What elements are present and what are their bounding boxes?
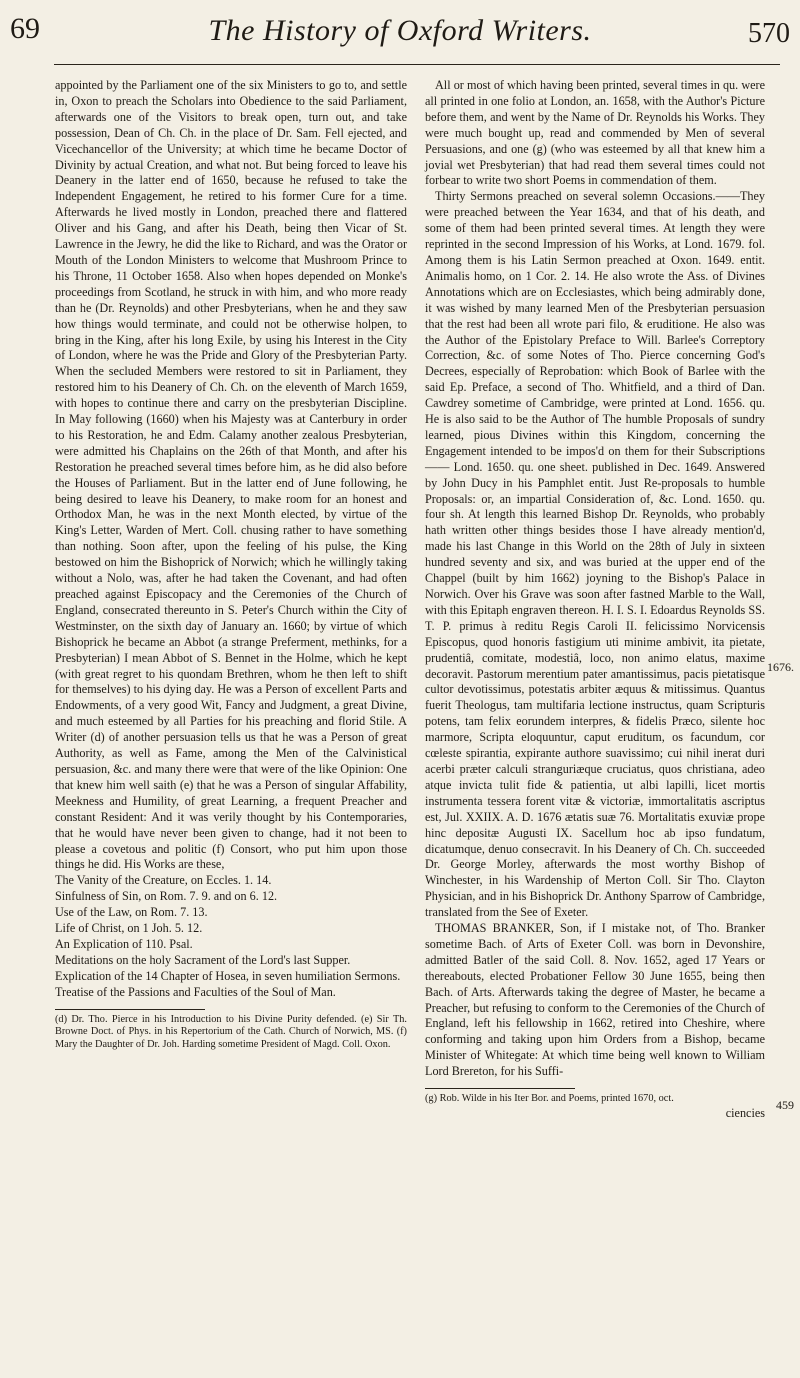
works-item: An Explication of 110. Psal. bbox=[55, 936, 193, 951]
right-paragraph: Thirty Sermons preached on several solemn Occasions.——They were preached between the Year 1634, and that of his death, and some of them had been printed several times. At length they were reprinted in the second Impression of his Works, at Lond. 1679. fol. Among them is his Latin Sermon preached at Oxon. 1649. entit. Animalis homo, on 1 Cor. 2. 14. He also wrote the Ass. of Divines Annotations which are on Ecclesiastes, which being admirably done, it was wished by many learned Men of the Presbyterian persuasion that the rest had been all wrote pari filo, & eruditione. He also was the Author of the Epistolary Preface to Will. Barlee's Correptory Correction, &c. of some Notes of Tho. Pierce concerning God's Decrees, especially of Reprobation: which Book of Barlee with the said Ep. Preface, a second of Tho. Whitfield, and a third of Dan. Cawdrey sometime of Cambridge, were printed at Lond. 1656. qu. He is also said to be the Author of The humble Proposals of sundry learned, pious Divines within this Kingdom, concerning the Engagement intended to be impos'd on them for their Subscriptions —— Lond. 1650. qu. one sheet. published in Dec. 1649. Answered by John Ducy in his Pamphlet entit. Just Re-proposals to humble Proposals: or, an impartial Consideration of, &c. Lond. 1650. qu. four sh. At length this learned Bishop Dr. Reynolds, who probably hath written other things besides those I have already mention'd, made his last Change in this World on the 28th of July in sixteen hundred seventy and six, and was buried at the upper end of the Chappel (built by him 1662) joyning to the Bishop's Palace in Norwich. Over his Grave was soon after fastned Marble to the Wall, with this Epitaph engraven thereon. H. I. S. I. Edoardus Reynolds SS. T. P. primus à reditu Regis Caroli II. felicissimo Norvicensis Episcopus, quod honoris fastigium uti minime ambivit, ita pietate, prudentiâ, comitate, modestiâ, loco, non animo elatus, maxime decoravit. Pastorum merentium pater amantissimus, pacis pietatisque cultor devotissimus, potestatis arbiter æquus & mitissimus. Quantus fuerit Theologus, tam multifaria lectione instructus, quam Scripturis potens, tam felix eorundem interpres, & fidelis Præco, silente hoc marmore, Scripta eloquuntur, caput eruditum, os facundum, cor cœleste spirantia, expirante authore suavissimo; cui nihil inerat duri acerbi præter calculi stranguriæque cruciatus, quos christiana, adeo atque invicta tulit fide & patientia, ut albi lapilli, licet mortis instrumenta tessera forent vitæ & victoriæ, immortalitatis ascriptus est, Jul. XXIIX. A. D. 1676 ætatis suæ 76. Mortalitatis exuviæ prope hinc depositæ Augusti IX. Sacellum hoc ab ipso fundatum, dicatumque, denuo consecravit. In his Deanery of Ch. Ch. succeeded Dr. George Morley, afterwards the most worthy Bishop of Winchester, in his Wardenship of Merton Coll. Sir Tho. Clayton Physician, and in his Bishoprick Dr. Anthony Sparrow of Cambridge, translated from the See of Exeter. bbox=[425, 189, 765, 920]
right-paragraph: All or most of which having been printed, several times in qu. were all printed in one folio at London, an. 1658, with the Author's Picture before them, and went by the Name of Dr. Reynolds his Works. They were much bought up, read and commended by Men of several Persuasions, and one (g) (who was esteemed by all that knew him a jovial wet Presbyterian) that had read them several times could not forbear to write two short Poems in commendation of them. bbox=[425, 78, 765, 188]
works-list bbox=[55, 873, 407, 1000]
works-item: Meditations on the holy Sacrament of the Lord's last Supper. bbox=[55, 952, 351, 967]
catchword: ciencies bbox=[725, 1105, 765, 1120]
works-item: Explication of the 14 Chapter of Hosea, in seven humiliation Sermons. bbox=[55, 968, 401, 983]
works-item: The Vanity of the Creature, on Eccles. 1. 14. bbox=[55, 873, 272, 888]
footnote-rule bbox=[425, 1088, 575, 1089]
works-item: Life of Christ, on 1 Joh. 5. 12. bbox=[55, 921, 203, 936]
works-item: Use of the Law, on Rom. 7. 13. bbox=[55, 905, 208, 920]
right-footnote: (g) Rob. Wilde in his Iter Bor. and Poems, printed 1670, oct. bbox=[425, 1093, 674, 1105]
page-number-right: 570 bbox=[748, 18, 790, 49]
footnote-rule bbox=[55, 1009, 205, 1010]
works-item: Sinfulness of Sin, on Rom. 7. 9. and on 6. 12. bbox=[55, 889, 278, 904]
page-title: The History of Oxford Writers. bbox=[208, 14, 592, 47]
margin-number: 459 bbox=[776, 1098, 794, 1112]
works-item: Treatise of the Passions and Faculties of the Soul of Man. bbox=[55, 984, 336, 999]
left-paragraph: appointed by the Parliament one of the six Ministers to go to, and settle in, Oxon to preach the Scholars into Obedience to the said Parliament, afterwards one of the Visitors to break open, turn out, and take possession, Dean of Ch. Ch. in the place of Dr. Sam. Fell ejected, and Vicechancellor of the University; at which time he became Doctor of Divinity by actual Creation, and what not. But being forced to leave his Deanery in the latter end of 1650, because he refused to take the Independent Engagement, he retired to his former Cure for a time. Afterwards he lived mostly in London, preached there and flattered Oliver and his Gang, and after his Death, being then Vicar of St. Lawrence in the Jewry, he did the like to Richard, and was the Orator or Mouth of the London Ministers to welcome that Mushroom Prince to his Throne, 11 October 1658. Also when hopes depended on Monke's proceedings from Scotland, he struck in with him, and who more ready than he (Dr. Reynolds) and other Presbyterians, when he and they saw how things would terminate, and could not be otherwise holpen, to bring in the King, after his long Exile, by using his Interest in the City of London, where he was the Pride and Glory of the Presbyterian Party. When the secluded Members were restored to sit in Parliament, they restored him to his Deanery of Ch. Ch. on the eleventh of March 1659, with hopes to continue there and carry on the presbyterian Discipline. In May following (1660) when his Majesty was at Canterbury in order to his Restoration, he and Edm. Calamy another zealous Presbyterian, were admitted his Chaplains on the 26th of that Month, and after his Restoration he preached several times before him, as he did also before the Houses of Parliament. But in the latter end of June following, he being desired to leave his Deanery, to make room for an honest and Orthodox Man, he was in the next Month elected, by virtue of the King's Letter, Warden of Mert. Coll. chusing rather to have something than nothing. Soon after, upon the feeling of his pulse, the King bestowed on him the Bishoprick of Norwich; which he willingly taking without a Nolo, was, after he had taken the Covenant, and had often preached against Episcopacy and the Ceremonies of the Church of England, consecrated thereunto in S. Peter's Church within the City of Westminster, on the sixth day of January an. 1660; by virtue of which Bishoprick he became an Abbot (a strange Preferment, methinks, for a Presbyterian) I mean Abbot of S. Bennet in the Holme, which he kept (with great regret to his quondam Brethren, whom he then left to shift for themselves) to his dying day. He was a Person of excellent Parts and Endowments, of a very good Wit, Fancy and Judgment, a great Divine, and much esteemed by all Parties for his preaching and florid Stile. A Writer (d) of another persuasion tells us that he was a Person of great Authority, as well as Fame, among the Men of the Calvinistical persuasion, &c. and many there were that were of the like Opinion: One that knew him well saith (e) that he was a Person of singular Affability, Meekness and Humility, of great Learning, a frequent Preacher and constant Resident: And it was verily thought by his Contemporaries, that he would have never been given to change, had it not been to please a covetous and politic (f) Consort, who put him upon those things he did. His Works are these, bbox=[55, 78, 407, 872]
left-footnote: (d) Dr. Tho. Pierce in his Introduction to his Divine Purity defended. (e) Sir Th. Browne Doct. of Phys. in his Repertorium of the Cath. Church of Norwich, MS. (f) Mary the Daughter of Dr. Joh. Harding sometime President of Magd. Coll. Oxon. bbox=[55, 1013, 407, 1050]
page-number-left: 69 bbox=[10, 12, 40, 45]
header-rule bbox=[54, 64, 780, 65]
right-column bbox=[425, 78, 765, 1122]
running-header bbox=[10, 12, 790, 64]
branker-entry: THOMAS BRANKER, Son, if I mistake not, of Tho. Branker sometime Bach. of Arts of Exeter Coll. was born in Devonshire, admitted Batler of the said Coll. 8. Nov. 1652, aged 17 Years or thereabouts, elected Probationer Fellow 30 June 1655, being then Bach. of Arts. Afterwards taking the degree of Master, he became a Preacher, but refusing to conform to the Ceremonies of the Church of England, left his fellowship in 1662, retired into Cheshire, where conforming and taking upon him Orders from a Bishop, became Minister of Whitegate: At which time being well known to William Lord Brereton, for his Suffi- bbox=[425, 921, 765, 1079]
margin-year: 1676. bbox=[767, 660, 794, 674]
left-column bbox=[55, 78, 407, 1051]
